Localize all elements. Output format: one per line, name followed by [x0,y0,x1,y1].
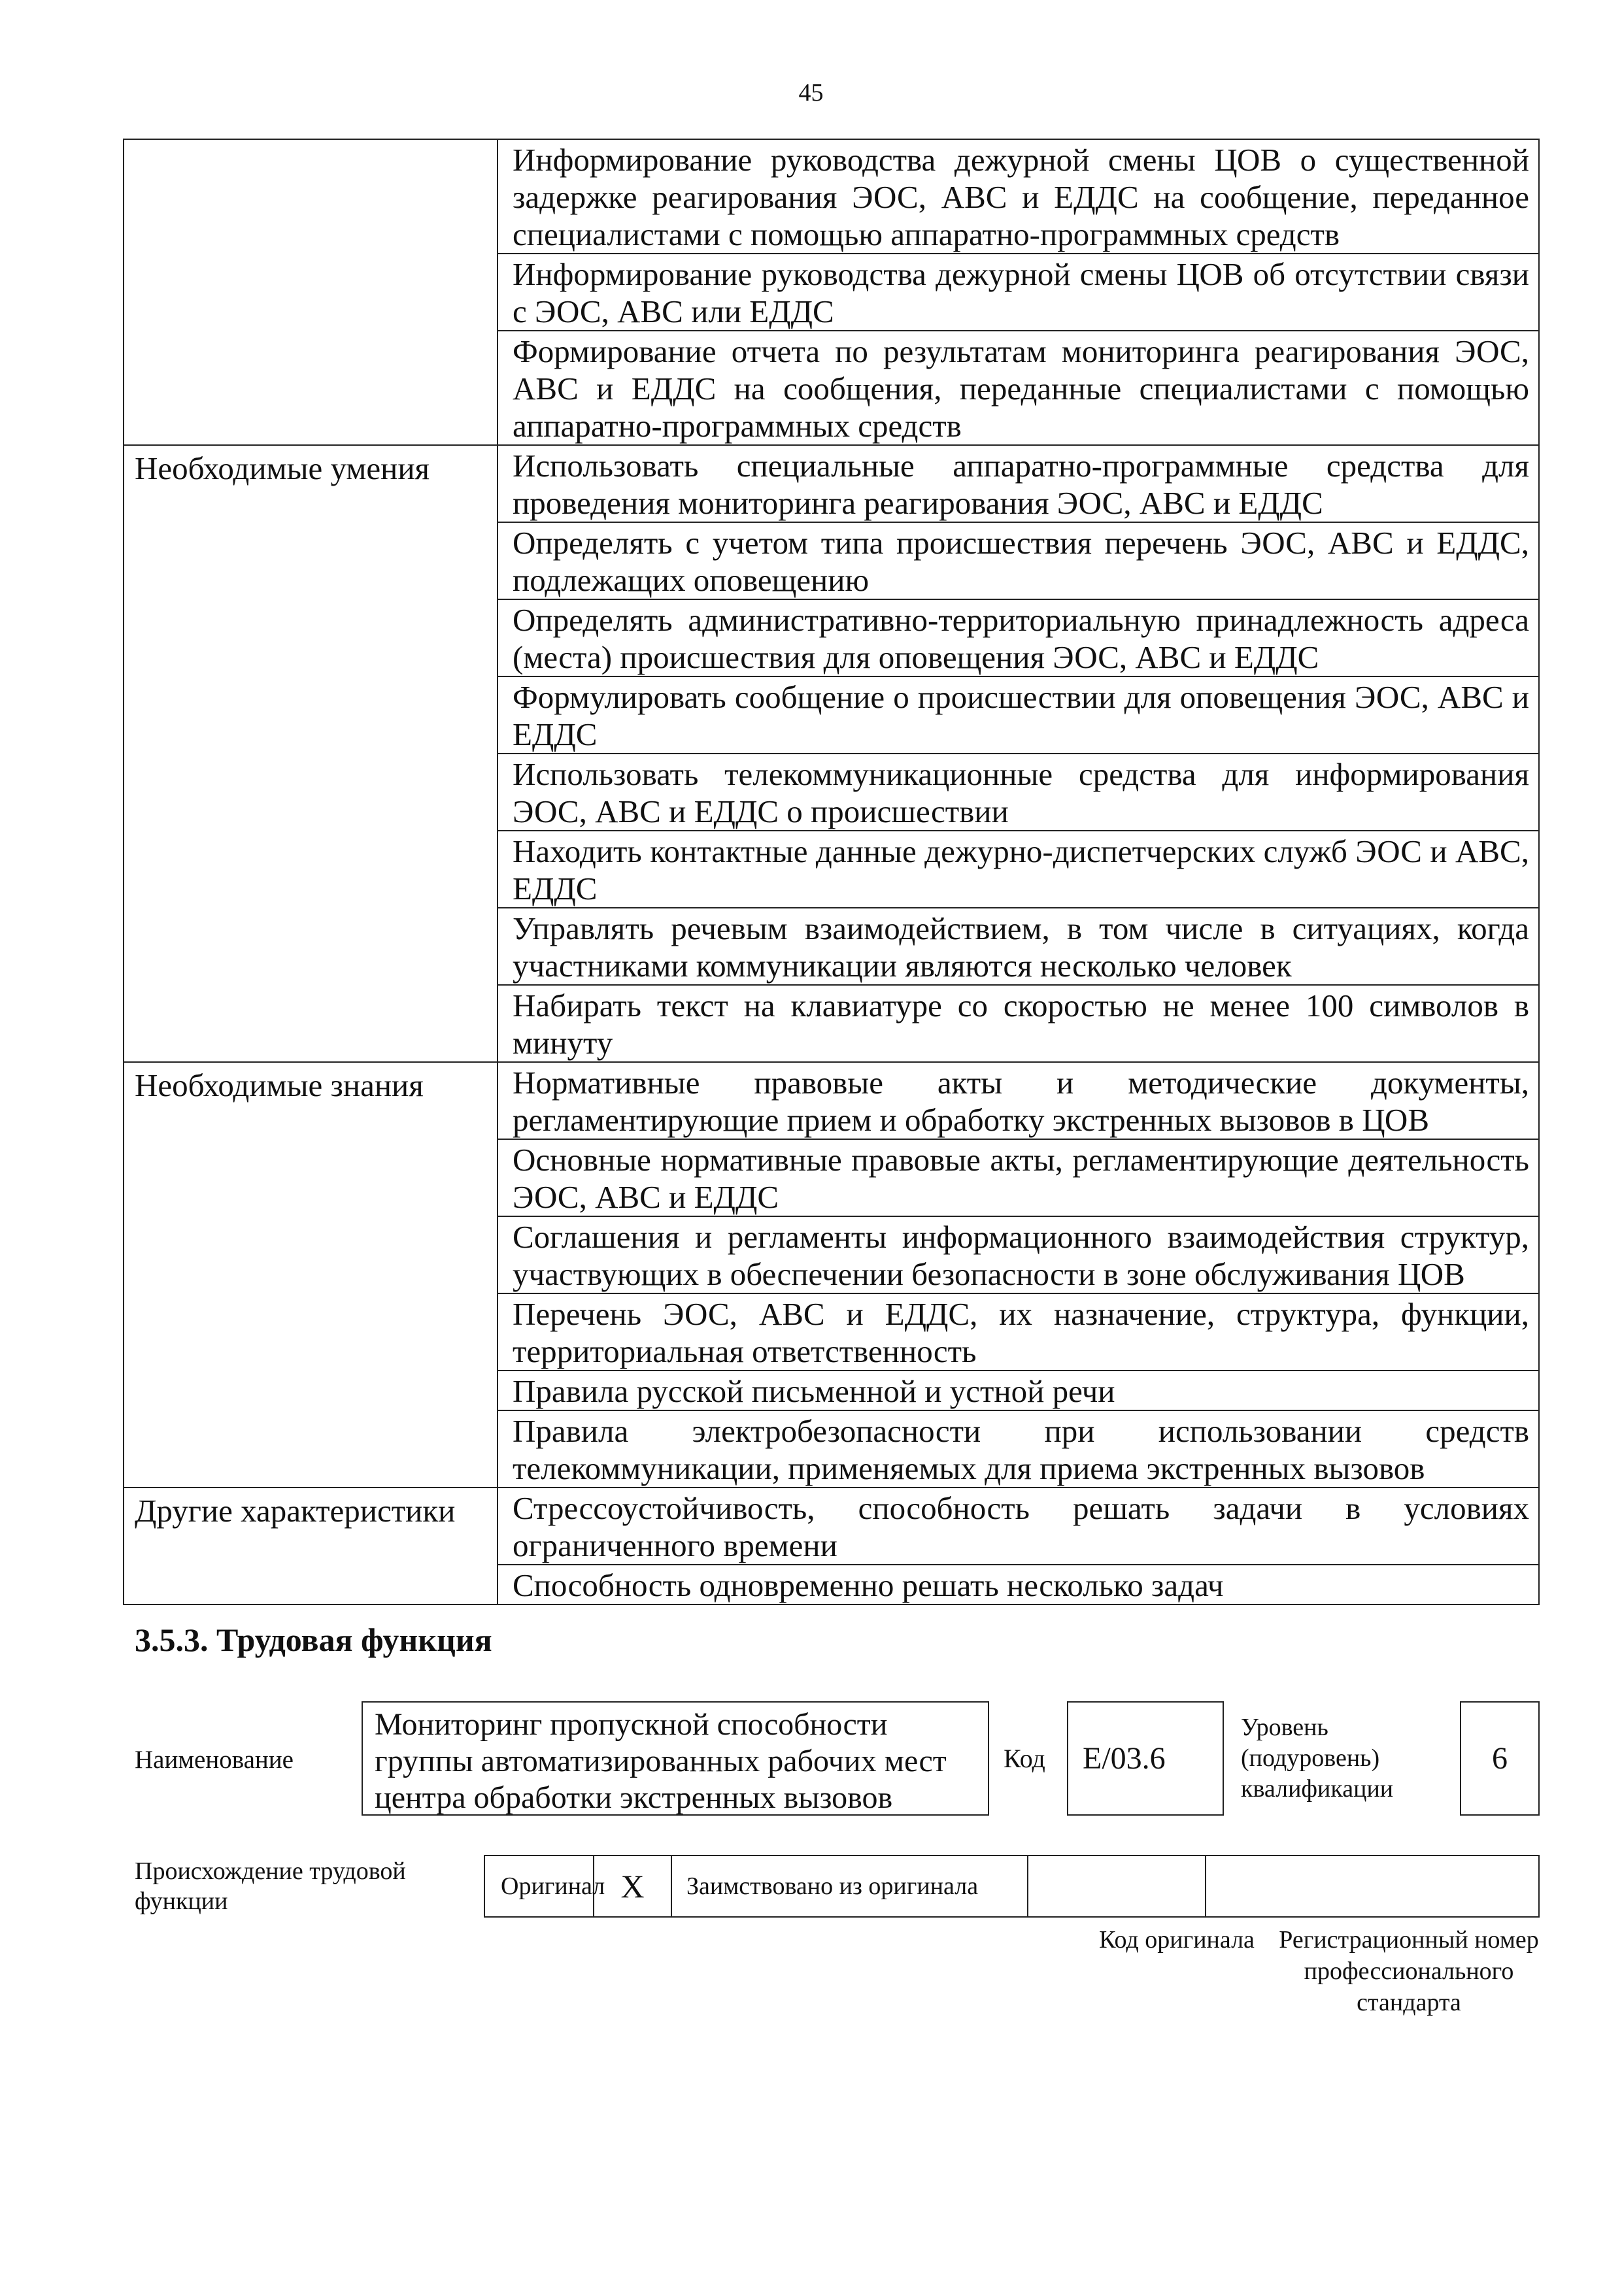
table-row [124,1410,1539,1488]
requirements-table [123,139,1540,1605]
requirement-cell: Стрессоустойчивость, способность решать задачи в условиях ограниченного времени [498,1488,1539,1565]
requirement-cell: Использовать специальные аппаратно-программные средства для проведения мониторинга реагирования ЭОС, АВС и ЕДДС [498,445,1539,522]
row-label-cell [124,1216,498,1293]
level-label: Уровень (подуровень) квалификации [1241,1714,1394,1803]
reg-number-cell [1206,1855,1539,1917]
table-row [124,1565,1539,1605]
table-row [124,445,1539,522]
function-name-box [362,1701,989,1816]
table-row [124,1216,1539,1293]
table-row [124,1062,1539,1139]
row-label-cell [124,1371,498,1410]
requirement-cell: Определять административно-территориальную принадлежность адреса (места) происшествия для оповещения ЭОС, АВС и ЕДДС [498,599,1539,676]
row-label-cell: Необходимые знания [124,1062,498,1139]
table-row [124,254,1539,331]
code-label: Код [1004,1744,1045,1773]
requirement-cell: Основные нормативные правовые акты, регламентирующие деятельность ЭОС, АВС и ЕДДС [498,1139,1539,1216]
table-row [124,676,1539,754]
table-row [124,1293,1539,1371]
requirement-cell: Нормативные правовые акты и методические документы, регламентирующие прием и обработку экстренных вызовов в ЦОВ [498,1062,1539,1139]
table-row [124,522,1539,599]
table-row [124,139,1539,254]
row-label-cell [124,1410,498,1488]
row-label-cell [124,908,498,985]
table-row [124,985,1539,1062]
code-caption: Код оригинала [1099,1926,1255,1954]
function-code-box [1067,1701,1224,1816]
reg-caption: Регистрационный номер профессионального стандарта [1279,1926,1539,2016]
original-text: Оригинал [501,1872,605,1900]
row-label-cell: Необходимые умения [124,445,498,522]
row-label-cell [124,676,498,754]
row-label-cell [124,522,498,599]
row-label-cell [124,831,498,908]
requirement-cell: Способность одновременно решать несколько задач [498,1565,1539,1605]
requirement-cell: Правила электробезопасности при использовании средств телекоммуникации, применяемых для приема экстренных вызовов [498,1410,1539,1488]
table-row [124,1371,1539,1410]
function-code: Е/03.6 [1083,1740,1166,1776]
page-number: 45 [798,79,824,107]
requirement-cell: Использовать телекоммуникационные средства для информирования ЭОС, АВС и ЕДДС о происшествии [498,754,1539,831]
requirement-cell: Информирование руководства дежурной смены ЦОВ о существенной задержке реагирования ЭОС, АВС и ЕДДС на сообщение, переданное специалистами с помощью аппаратно-программных средств [498,139,1539,254]
mark-cell [594,1855,671,1917]
level-box [1460,1701,1540,1816]
level-value: 6 [1492,1741,1508,1776]
requirement-cell: Правила русской письменной и устной речи [498,1371,1539,1410]
requirement-cell: Формулировать сообщение о происшествии для оповещения ЭОС, АВС и ЕДДС [498,676,1539,754]
requirement-cell: Набирать текст на клавиатуре со скоростью не менее 100 символов в минуту [498,985,1539,1062]
row-label-cell [124,1565,498,1605]
table-row [124,831,1539,908]
row-label-cell [124,1139,498,1216]
borrowed-text: Заимствовано из оригинала [686,1872,979,1900]
table-row [124,1488,1539,1565]
requirement-cell: Информирование руководства дежурной смены ЦОВ об отсутствии связи с ЭОС, АВС или ЕДДС [498,254,1539,331]
origin-code-cell [1028,1855,1206,1917]
requirement-cell: Перечень ЭОС, АВС и ЕДДС, их назначение, структура, функции, территориальная ответственность [498,1293,1539,1371]
function-name: Мониторинг пропускной способности группы автоматизированных рабочих мест центра обработки экстренных вызовов [375,1707,947,1815]
row-label-cell [124,331,498,445]
table-row [124,331,1539,445]
row-label-cell [124,254,498,331]
requirement-cell: Определять с учетом типа происшествия перечень ЭОС, АВС и ЕДДС, подлежащих оповещению [498,522,1539,599]
original-mark: X [620,1868,645,1905]
table-row [124,1139,1539,1216]
table-row [124,908,1539,985]
row-label-cell [124,1293,498,1371]
row-label-cell [124,599,498,676]
row-label-cell [124,985,498,1062]
table-row [124,599,1539,676]
origin-label: Происхождение трудовой функции [135,1857,406,1915]
original-cell [484,1855,605,1917]
row-label-cell [124,139,498,254]
requirement-cell: Формирование отчета по результатам мониторинга реагирования ЭОС, АВС и ЕДДС на сообщения, переданные специалистами с помощью аппаратно-программных средств [498,331,1539,445]
requirement-cell: Управлять речевым взаимодействием, в том числе в ситуациях, когда участниками коммуникации являются несколько человек [498,908,1539,985]
borrowed-cell [671,1855,1028,1917]
row-label-cell: Другие характеристики [124,1488,498,1565]
row-label-cell [124,754,498,831]
name-label: Наименование [135,1746,294,1774]
section-title: 3.5.3. Трудовая функция [135,1622,492,1658]
requirement-cell: Соглашения и регламенты информационного взаимодействия структур, участвующих в обеспечении безопасности в зоне обслуживания ЦОВ [498,1216,1539,1293]
table-row [124,754,1539,831]
requirement-cell: Находить контактные данные дежурно-диспетчерских служб ЭОС и АВС, ЕДДС [498,831,1539,908]
origin-table [484,1855,1540,1918]
